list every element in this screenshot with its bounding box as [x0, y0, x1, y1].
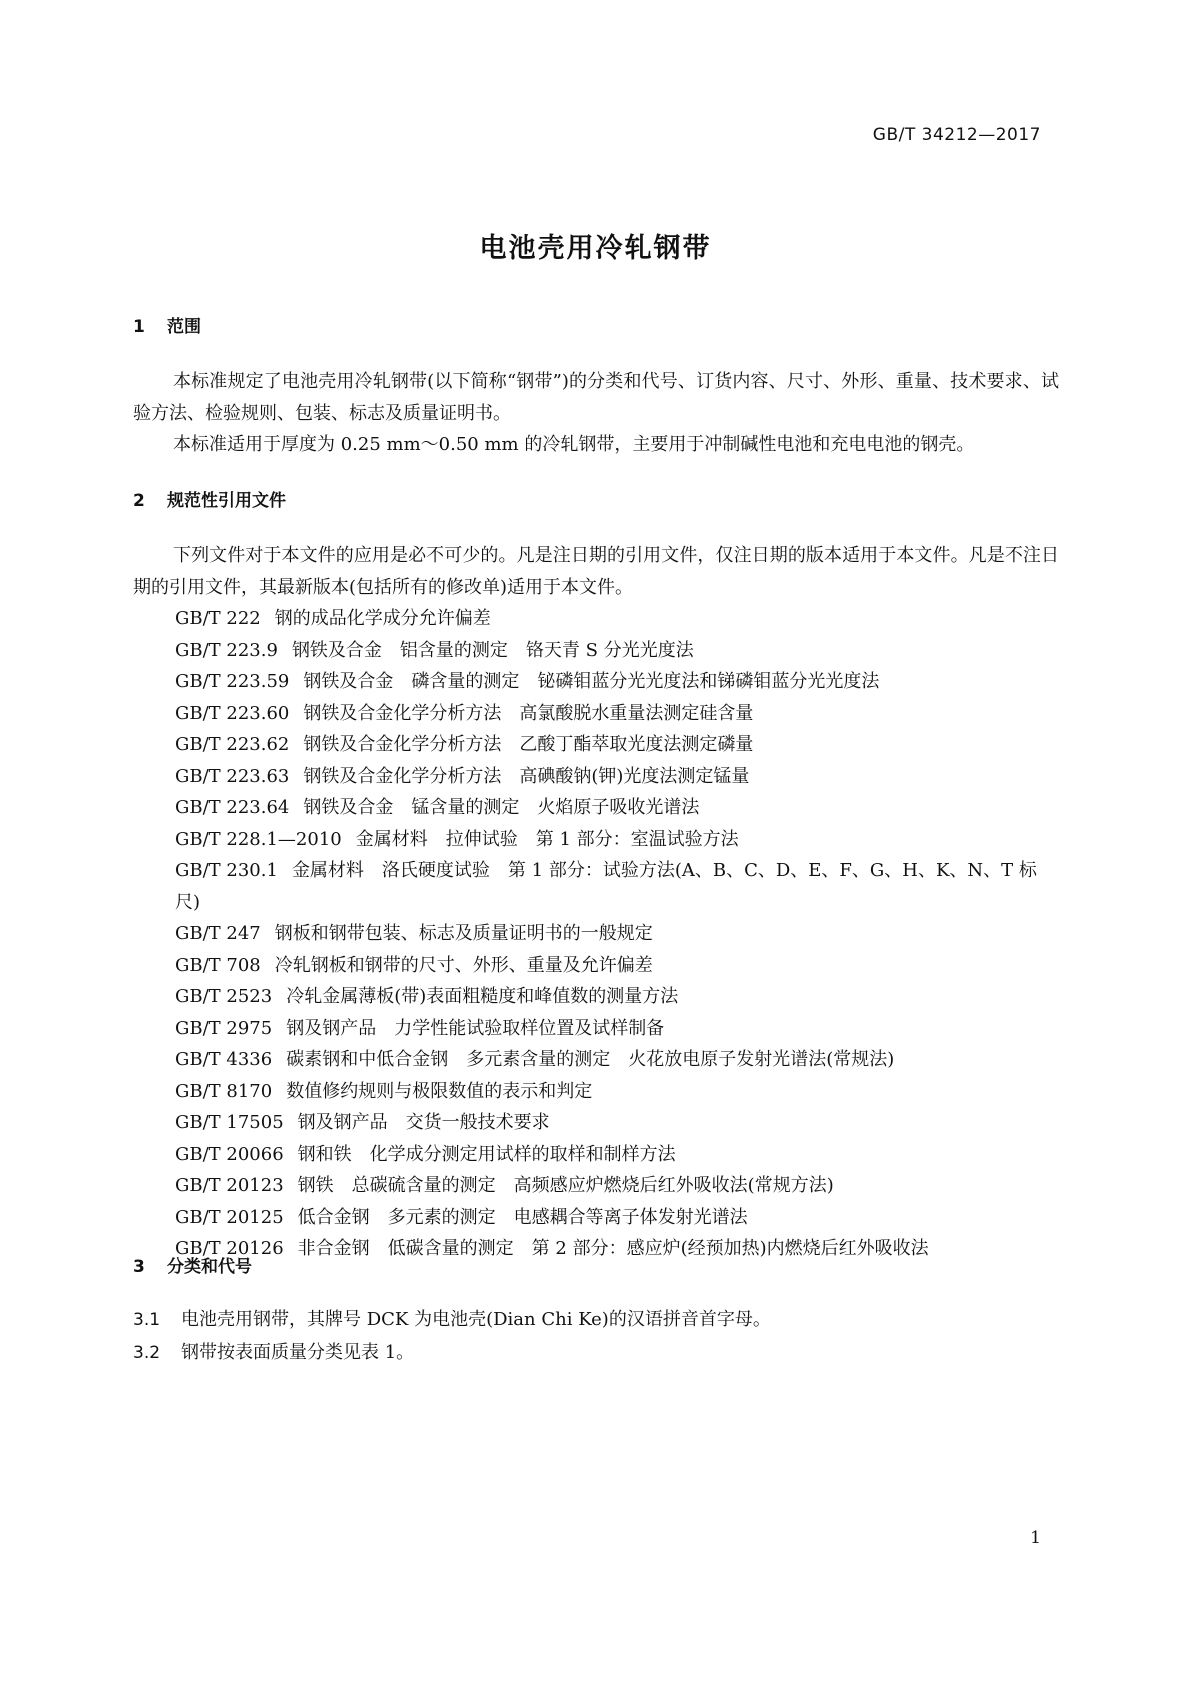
- standard-code: GB/T 34212—2017: [872, 125, 1041, 145]
- clause-text: 钢带按表面质量分类见表 1。: [181, 1341, 415, 1363]
- clause-item: [133, 1304, 1059, 1337]
- reference-code: GB/T 20126: [175, 1238, 284, 1259]
- reference-item: [175, 761, 1059, 793]
- section-3-body: [133, 1304, 1059, 1369]
- reference-title: 数值修约规则与极限数值的表示和判定: [286, 1080, 593, 1102]
- reference-code: GB/T 20066: [175, 1143, 284, 1165]
- reference-title: 钢铁 总碳硫含量的测定 高频感应炉燃烧后红外吸收法(常规方法): [297, 1175, 834, 1196]
- reference-item: [175, 1107, 1059, 1139]
- reference-code: GB/T 17505: [175, 1112, 284, 1133]
- paragraph: 下列文件对于本文件的应用是必不可少的。凡是注日期的引用文件，仅注日期的版本适用于本文件。凡是不注日期的引用文件，其最新版本(包括所有的修改单)适用于本文件。: [133, 545, 1059, 598]
- reference-title: 钢铁及合金化学分析方法 乙酸丁酯萃取光度法测定磷量: [303, 734, 754, 755]
- reference-item: [175, 603, 1059, 635]
- paragraph: 本标准规定了电池壳用冷轧钢带(以下简称“钢带”)的分类和代号、订货内容、尺寸、外形、重量、技术要求、试验方法、检验规则、包装、标志及质量证明书。: [133, 371, 1059, 424]
- section-1-body: [133, 366, 1059, 461]
- clause-number: 3.2: [133, 1342, 161, 1363]
- reference-item: [175, 1233, 1059, 1265]
- reference-item: [175, 792, 1059, 824]
- reference-code: GB/T 247: [175, 923, 261, 944]
- reference-title: 冷轧钢板和钢带的尺寸、外形、重量及允许偏差: [274, 954, 653, 976]
- reference-title: 非合金钢 低碳含量的测定 第 2 部分：感应炉(经预加热)内燃烧后红外吸收法: [297, 1238, 929, 1259]
- paragraph: 本标准适用于厚度为 0.25 mm～0.50 mm 的冷轧钢带，主要用于冲制碱性电池和充电电池的钢壳。: [173, 434, 975, 455]
- reference-code: GB/T 223.9: [175, 639, 278, 661]
- reference-title: 钢铁及合金化学分析方法 高氯酸脱水重量法测定硅含量: [303, 702, 754, 724]
- reference-title: 钢铁及合金 磷含量的测定 铋磷钼蓝分光光度法和锑磷钼蓝分光光度法: [303, 671, 880, 692]
- reference-item: [175, 729, 1059, 761]
- reference-code: GB/T 223.63: [175, 765, 290, 787]
- reference-item: [175, 1139, 1059, 1171]
- reference-item: [175, 950, 1059, 982]
- reference-item: [133, 855, 1059, 918]
- reference-title: 钢及钢产品 交货一般技术要求: [297, 1112, 550, 1133]
- reference-title: 钢的成品化学成分允许偏差: [274, 608, 491, 629]
- reference-title: 钢铁及合金 锰含量的测定 火焰原子吸收光谱法: [303, 797, 700, 818]
- reference-code: GB/T 20123: [175, 1175, 284, 1196]
- section-heading-2: [133, 486, 286, 511]
- section-2-body: [133, 540, 1059, 1265]
- reference-item: [175, 981, 1059, 1013]
- reference-code: GB/T 222: [175, 608, 261, 629]
- reference-item: [175, 824, 1059, 856]
- reference-code: GB/T 2975: [175, 1017, 273, 1039]
- reference-title: 钢和铁 化学成分测定用试样的取样和制样方法: [297, 1143, 676, 1165]
- section-heading-3: [133, 1252, 252, 1277]
- reference-code: GB/T 4336: [175, 1049, 273, 1070]
- reference-item: [175, 1170, 1059, 1202]
- reference-code: GB/T 230.1: [175, 860, 278, 881]
- clause-item: [133, 1337, 1059, 1370]
- reference-title: 钢及钢产品 力学性能试验取样位置及试样制备: [286, 1017, 665, 1039]
- clause-text: 电池壳用钢带，其牌号 DCK 为电池壳(Dian Chi Ke)的汉语拼音首字母。: [181, 1309, 771, 1330]
- section-title: 分类和代号: [167, 1257, 252, 1277]
- section-title: 规范性引用文件: [167, 491, 286, 511]
- clause-number: 3.1: [133, 1310, 161, 1330]
- reference-item: [175, 666, 1059, 698]
- reference-title: 低合金钢 多元素的测定 电感耦合等离子体发射光谱法: [297, 1206, 748, 1228]
- reference-code: GB/T 223.64: [175, 797, 290, 818]
- section-number: 3: [133, 1257, 145, 1277]
- reference-code: GB/T 223.62: [175, 734, 290, 755]
- reference-title: 金属材料 洛氏硬度试验 第 1 部分：试验方法(A、B、C、D、E、F、G、H、K、N、T 标尺): [175, 860, 1037, 913]
- reference-item: [175, 1044, 1059, 1076]
- reference-item: [175, 1202, 1059, 1234]
- section-title: 范围: [167, 317, 201, 337]
- reference-title: 金属材料 拉伸试验 第 1 部分：室温试验方法: [355, 828, 739, 850]
- section-heading-1: [133, 312, 201, 337]
- reference-code: GB/T 20125: [175, 1206, 284, 1228]
- reference-title: 碳素钢和中低合金钢 多元素含量的测定 火花放电原子发射光谱法(常规法): [286, 1049, 895, 1070]
- reference-item: [175, 1013, 1059, 1045]
- reference-code: GB/T 708: [175, 954, 261, 976]
- reference-title: 钢板和钢带包装、标志及质量证明书的一般规定: [274, 923, 653, 944]
- section-number: 1: [133, 317, 145, 337]
- reference-code: GB/T 223.59: [175, 671, 290, 692]
- reference-code: GB/T 8170: [175, 1080, 273, 1102]
- reference-code: GB/T 228.1—2010: [175, 828, 342, 850]
- reference-code: GB/T 223.60: [175, 702, 290, 724]
- reference-title: 钢铁及合金化学分析方法 高碘酸钠(钾)光度法测定锰量: [303, 765, 750, 787]
- reference-item: [175, 918, 1059, 950]
- reference-code: GB/T 2523: [175, 986, 273, 1007]
- page-number: 1: [1030, 1528, 1041, 1548]
- reference-item: [175, 635, 1059, 667]
- reference-item: [175, 698, 1059, 730]
- reference-item: [175, 1076, 1059, 1108]
- section-number: 2: [133, 491, 145, 511]
- document-title: 电池壳用冷轧钢带: [479, 233, 712, 264]
- reference-title: 冷轧金属薄板(带)表面粗糙度和峰值数的测量方法: [286, 986, 679, 1007]
- reference-title: 钢铁及合金 铝含量的测定 铬天青 S 分光光度法: [291, 639, 694, 661]
